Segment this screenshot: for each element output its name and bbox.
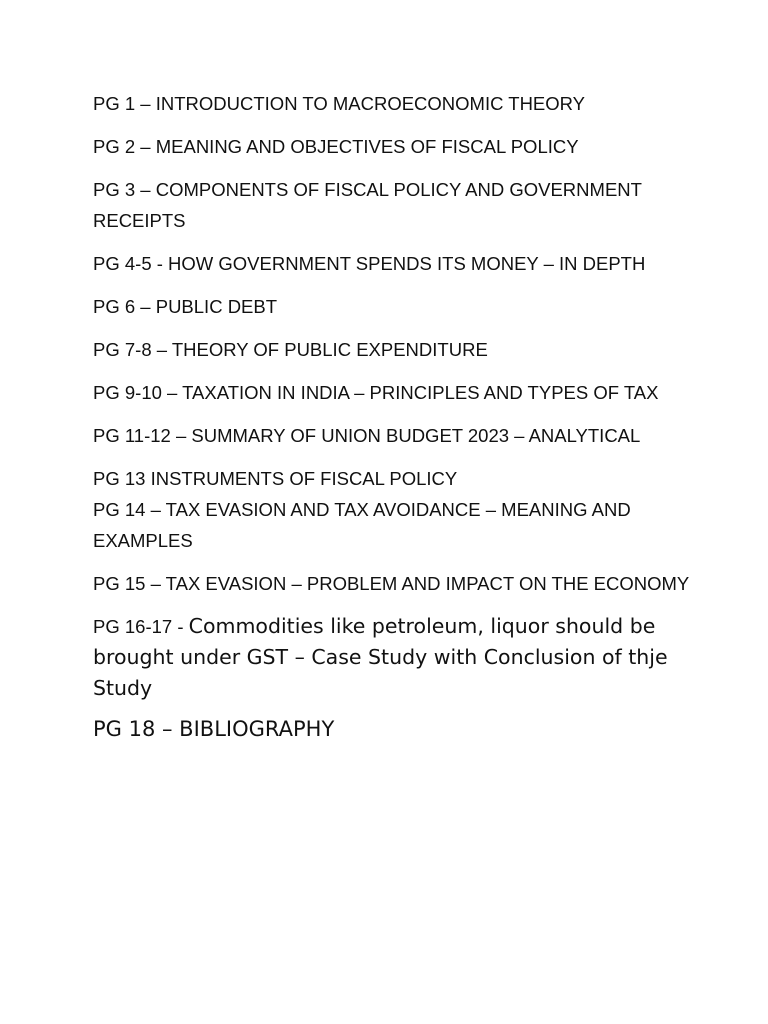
table-of-contents <box>93 88 693 756</box>
toc-entry-pg11-12: PG 11-12 – SUMMARY OF UNION BUDGET 2023 – ANALYTICAL <box>93 425 641 446</box>
toc-entry-bibliography: PG 18 – BIBLIOGRAPHY <box>93 717 335 741</box>
toc-entry-pg16-17 <box>93 611 693 704</box>
toc-entry-pg6: PG 6 – PUBLIC DEBT <box>93 296 278 317</box>
toc-entry-pg15: PG 15 – TAX EVASION – PROBLEM AND IMPACT ON THE ECONOMY <box>93 573 690 594</box>
toc-entry-pg4-5: PG 4-5 - HOW GOVERNMENT SPENDS ITS MONEY – IN DEPTH <box>93 253 646 274</box>
toc-entry-pg16-17-text: Commodities like petroleum, liquor should be brought under GST – Case Study with Conclusion of thje Study <box>93 614 668 700</box>
toc-entry-pg1: PG 1 – INTRODUCTION TO MACROECONOMIC THEORY <box>93 93 586 114</box>
toc-entry-pg3: PG 3 – COMPONENTS OF FISCAL POLICY AND GOVERNMENT RECEIPTS <box>93 179 642 231</box>
toc-entry-pg2: PG 2 – MEANING AND OBJECTIVES OF FISCAL POLICY <box>93 136 579 157</box>
toc-entry-pg16-17-prefix: PG 16-17 - <box>93 616 189 637</box>
toc-entry-pg7-8: PG 7-8 – THEORY OF PUBLIC EXPENDITURE <box>93 339 488 360</box>
toc-entry-pg13: PG 13 INSTRUMENTS OF FISCAL POLICY <box>93 468 458 489</box>
toc-entry-pg9-10: PG 9-10 – TAXATION IN INDIA – PRINCIPLES AND TYPES OF TAX <box>93 382 659 403</box>
toc-entry-pg14: PG 14 – TAX EVASION AND TAX AVOIDANCE – MEANING AND EXAMPLES <box>93 499 631 551</box>
